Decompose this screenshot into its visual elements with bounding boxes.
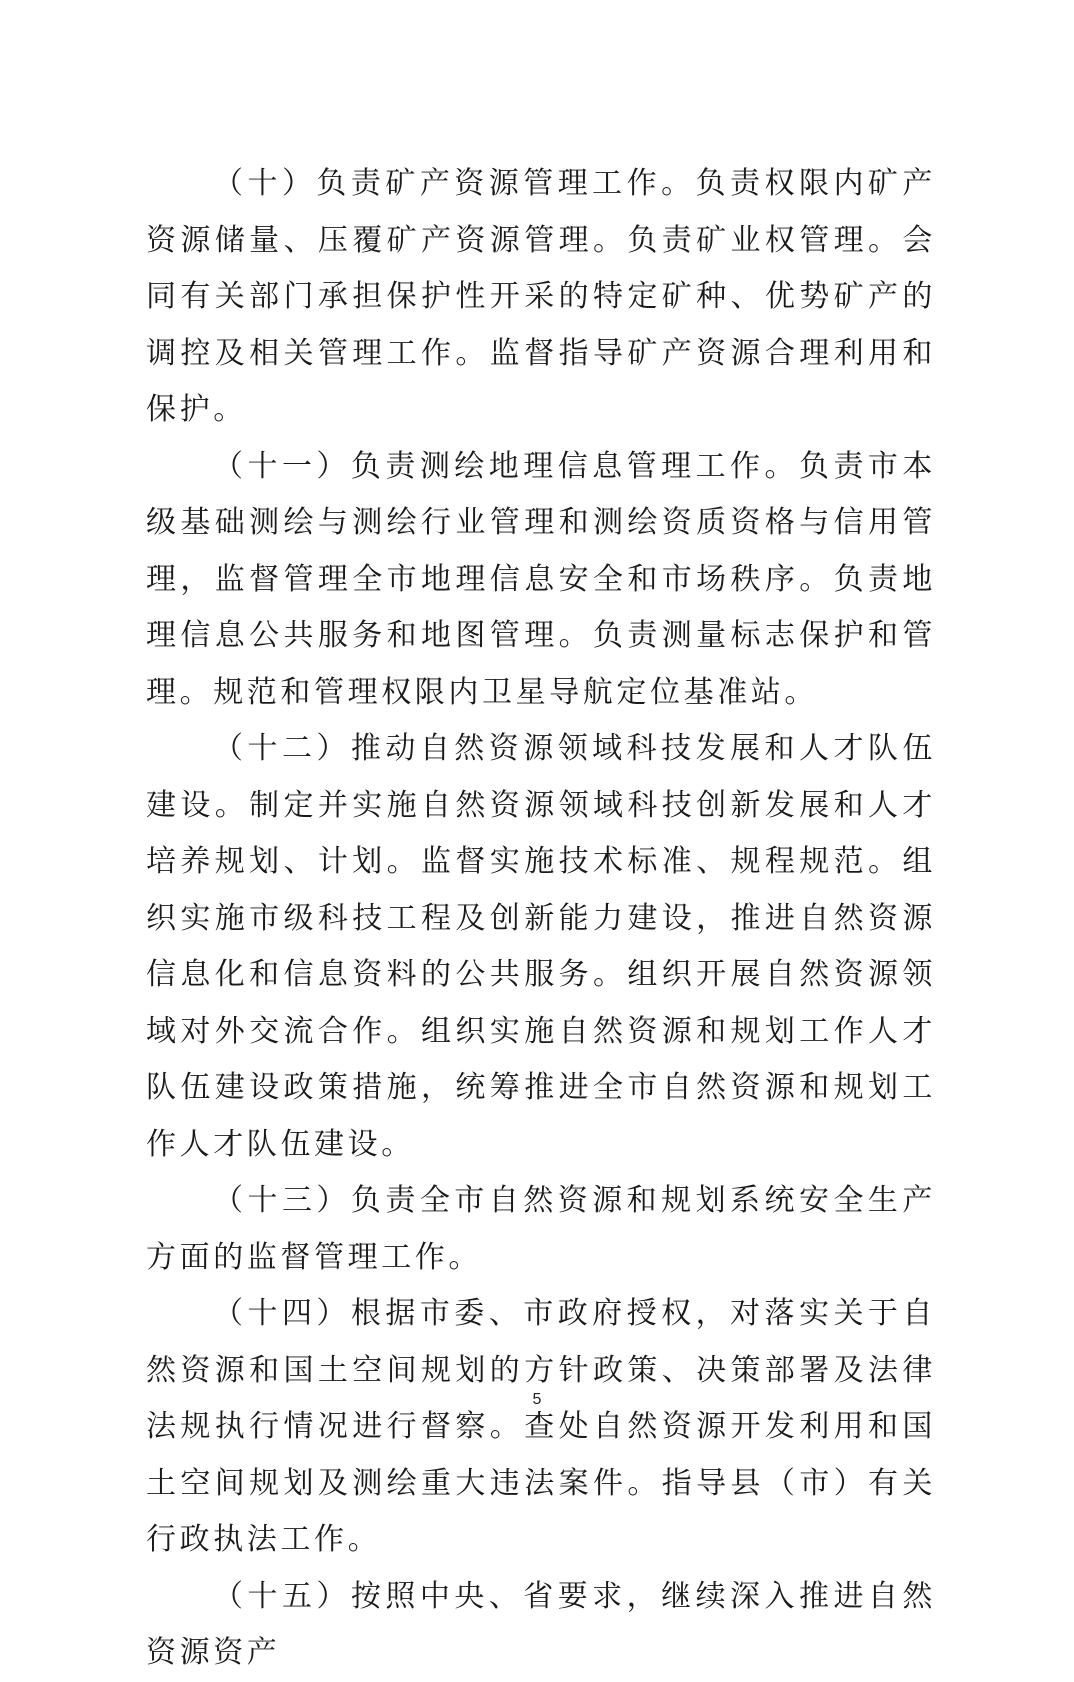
paragraph-item-14: （十四）根据市委、市政府授权，对落实关于自然资源和国土空间规划的方针政策、决策部署及法律法规执行情况进行督察。查处自然资源开发利用和国土空间规划及测绘重大违法案件。指导县（市）有关行政执法工作。 [146,1296,936,1557]
document-body [146,156,936,1682]
paragraph-item-10: （十）负责矿产资源管理工作。负责权限内矿产资源储量、压覆矿产资源管理。负责矿业权管理。会同有关部门承担保护性开采的特定矿种、优势矿产的调控及相关管理工作。监督指导矿产资源合理利用和保护。 [146,166,936,427]
paragraph-item-13: （十三）负责全市自然资源和规划系统安全生产方面的监督管理工作。 [146,1183,936,1275]
page-number: 5 [532,1391,542,1408]
paragraph-item-11: （十一）负责测绘地理信息管理工作。负责市本级基础测绘与测绘行业管理和测绘资质资格与信用管理，监督管理全市地理信息安全和市场秩序。负责地理信息公共服务和地图管理。负责测量标志保护和管理。规范和管理权限内卫星导航定位基准站。 [146,448,936,710]
paragraph-item-15: （十五）按照中央、省要求，继续深入推进自然资源资产 [146,1578,936,1670]
paragraph-item-12: （十二）推动自然资源领域科技发展和人才队伍建设。制定并实施自然资源领域科技创新发展和人才培养规划、计划。监督实施技术标准、规程规范。组织实施市级科技工程及创新能力建设，推进自然资源信息化和信息资料的公共服务。组织开展自然资源领域对外交流合作。组织实施自然资源和规划工作人才队伍建设政策措施，统筹推进全市自然资源和规划工作人才队伍建设。 [146,731,936,1162]
